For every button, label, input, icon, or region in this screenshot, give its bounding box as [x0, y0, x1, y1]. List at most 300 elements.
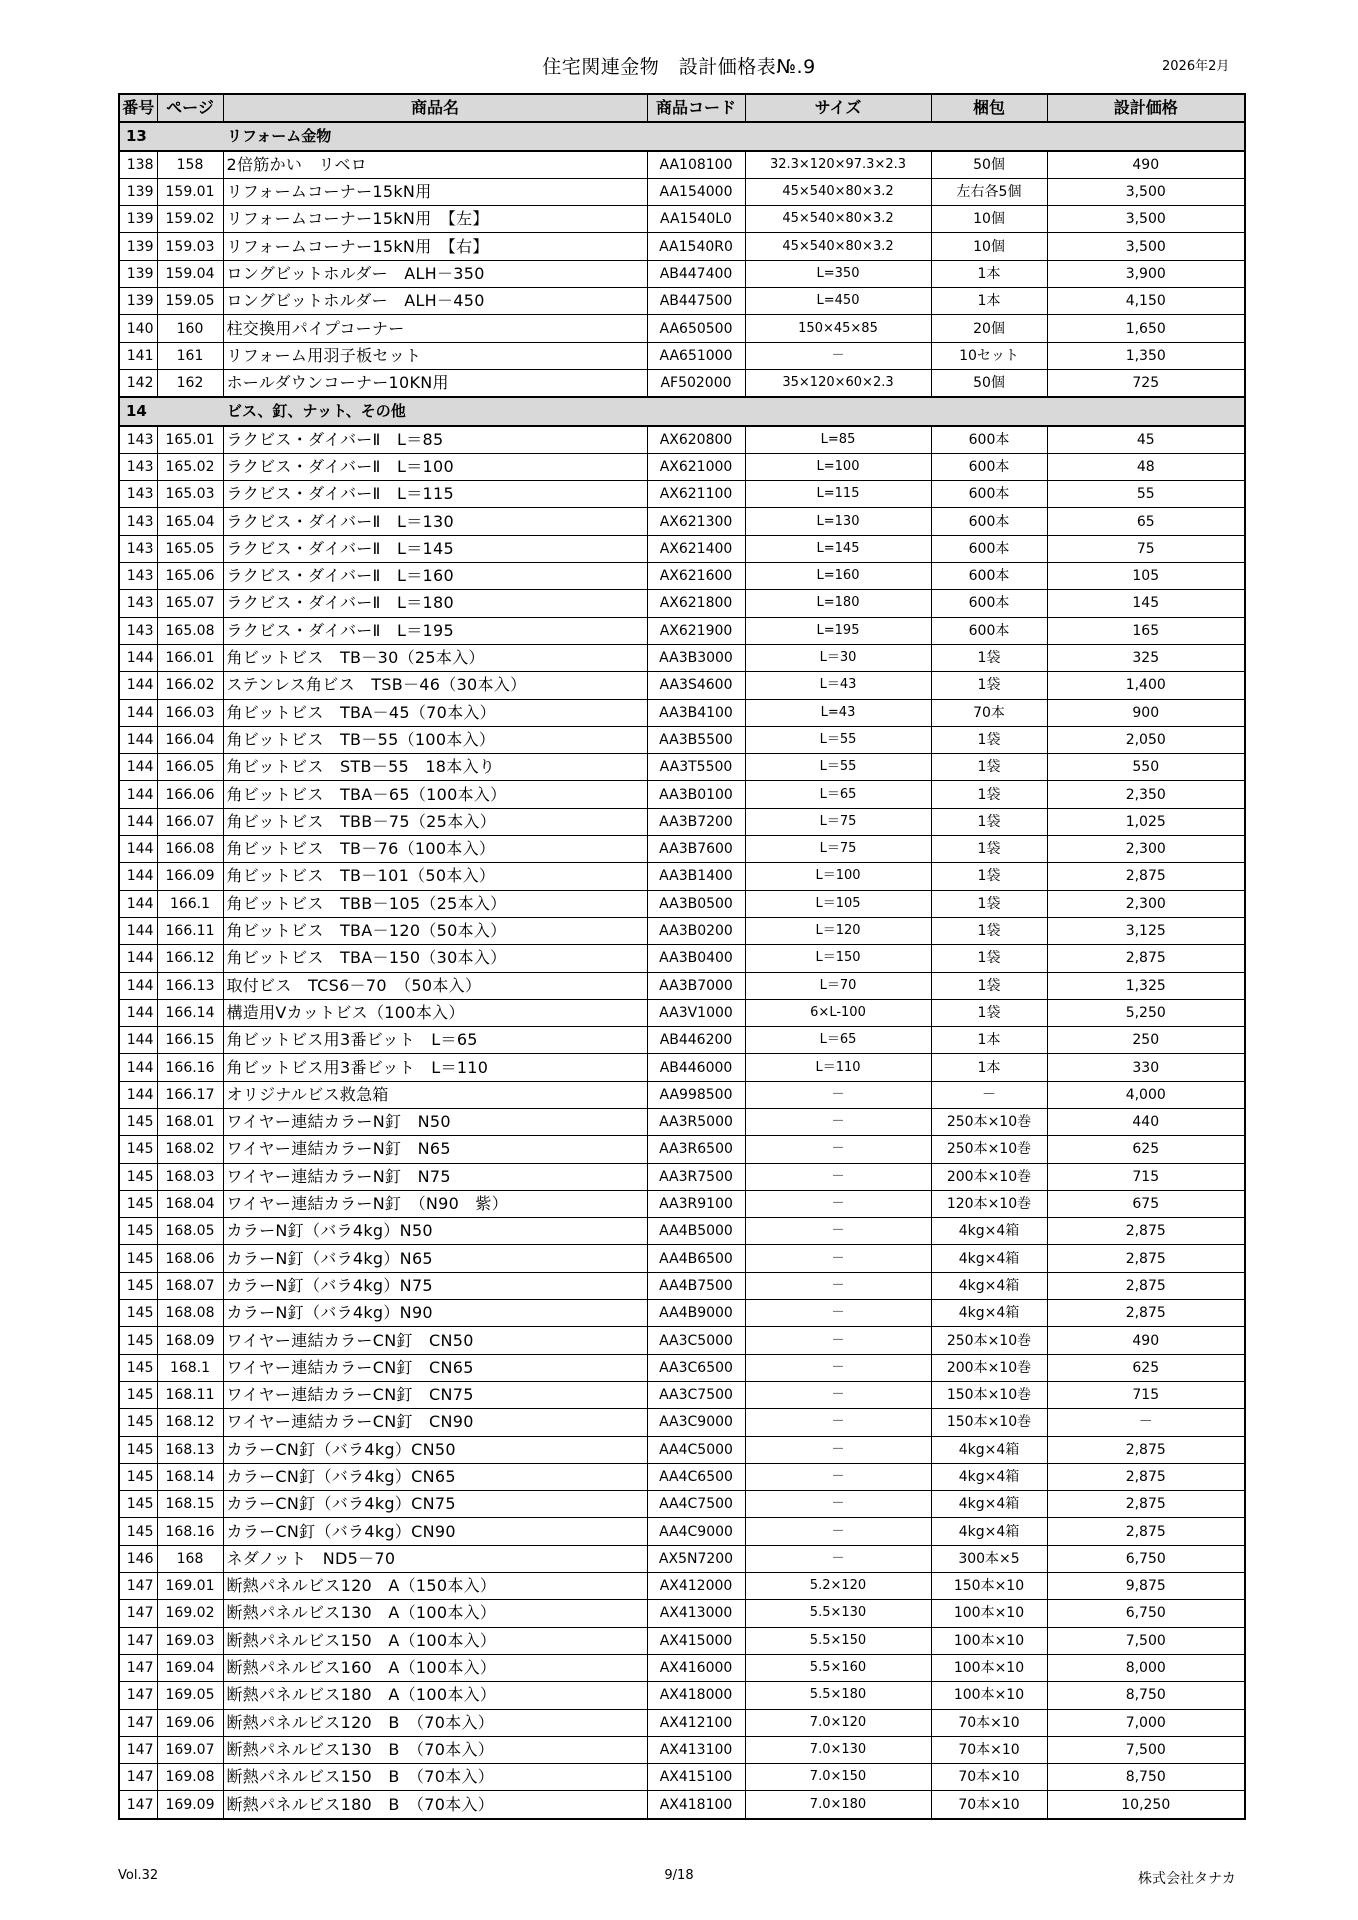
- row-packing: 100本×10: [931, 1654, 1047, 1681]
- row-price: 10,250: [1047, 1791, 1245, 1819]
- table-row: [119, 917, 1245, 944]
- row-product-name: ワイヤー連結カラーCN釘 CN90: [223, 1409, 647, 1436]
- row-product-name: 断熱パネルビス180 B （70本入）: [223, 1791, 647, 1819]
- row-price: 55: [1047, 481, 1245, 508]
- row-product-code: AX412000: [647, 1573, 745, 1600]
- table-row: [119, 1463, 1245, 1490]
- row-product-name: カラーCN釘（バラ4kg）CN50: [223, 1436, 647, 1463]
- row-price: 1,325: [1047, 972, 1245, 999]
- row-size: －: [745, 1491, 931, 1518]
- row-packing: 1袋: [931, 890, 1047, 917]
- row-number: 145: [119, 1491, 157, 1518]
- row-product-code: AA4C5000: [647, 1436, 745, 1463]
- row-page: 168.04: [157, 1190, 223, 1217]
- table-row: [119, 369, 1245, 397]
- row-number: 145: [119, 1190, 157, 1217]
- row-size: 7.0×180: [745, 1791, 931, 1819]
- header-size: サイズ: [745, 94, 931, 122]
- row-size: 5.5×180: [745, 1682, 931, 1709]
- row-product-name: 角ビットビス用3番ビット L＝65: [223, 1027, 647, 1054]
- row-packing: 600本: [931, 508, 1047, 535]
- row-product-name: ステンレス角ビス TSB－46（30本入）: [223, 672, 647, 699]
- row-price: 8,750: [1047, 1764, 1245, 1791]
- table-row: [119, 1573, 1245, 1600]
- row-packing: 1袋: [931, 972, 1047, 999]
- row-number: 144: [119, 754, 157, 781]
- table-row: [119, 426, 1245, 454]
- row-size: L＝150: [745, 945, 931, 972]
- row-packing: 4kg×4箱: [931, 1218, 1047, 1245]
- row-product-code: AX413000: [647, 1600, 745, 1627]
- row-price: 490: [1047, 1327, 1245, 1354]
- footer-page-number: 9/18: [664, 1868, 694, 1883]
- row-number: 147: [119, 1682, 157, 1709]
- row-product-name: リフォームコーナー15kN用 【右】: [223, 233, 647, 260]
- row-product-name: 断熱パネルビス120 A（150本入）: [223, 1573, 647, 1600]
- row-size: －: [745, 1245, 931, 1272]
- row-number: 145: [119, 1463, 157, 1490]
- row-product-code: AA650500: [647, 315, 745, 342]
- row-price: 625: [1047, 1136, 1245, 1163]
- row-size: L=160: [745, 563, 931, 590]
- row-size: L=100: [745, 453, 931, 480]
- table-row: [119, 1436, 1245, 1463]
- table-row: [119, 1545, 1245, 1572]
- row-size: 45×540×80×3.2: [745, 206, 931, 233]
- row-size: L=350: [745, 260, 931, 287]
- row-product-name: 角ビットビス TBA－150（30本入）: [223, 945, 647, 972]
- table-row: [119, 315, 1245, 342]
- row-size: L=195: [745, 617, 931, 644]
- row-product-code: AB447400: [647, 260, 745, 287]
- row-size: L＝30: [745, 644, 931, 671]
- table-row: [119, 233, 1245, 260]
- row-page: 168.08: [157, 1300, 223, 1327]
- row-number: 143: [119, 426, 157, 454]
- row-number: 145: [119, 1518, 157, 1545]
- row-product-code: AX415100: [647, 1764, 745, 1791]
- row-product-code: AX418000: [647, 1682, 745, 1709]
- row-number: 144: [119, 1081, 157, 1108]
- row-page: 168: [157, 1545, 223, 1572]
- row-page: 166.09: [157, 863, 223, 890]
- row-packing: 150本×10巻: [931, 1409, 1047, 1436]
- row-price: 2,875: [1047, 945, 1245, 972]
- row-packing: 100本×10: [931, 1682, 1047, 1709]
- row-price: 7,000: [1047, 1709, 1245, 1736]
- row-number: 147: [119, 1627, 157, 1654]
- row-product-code: AX5N7200: [647, 1545, 745, 1572]
- row-number: 143: [119, 508, 157, 535]
- row-product-code: AA3B7000: [647, 972, 745, 999]
- row-number: 144: [119, 972, 157, 999]
- section-header-row: [119, 122, 1245, 150]
- row-page: 169.03: [157, 1627, 223, 1654]
- row-product-code: AA4B9000: [647, 1300, 745, 1327]
- row-price: 2,875: [1047, 1272, 1245, 1299]
- row-size: 7.0×150: [745, 1764, 931, 1791]
- row-size: L＝105: [745, 890, 931, 917]
- table-row: [119, 699, 1245, 726]
- row-product-name: 角ビットビス TB－55（100本入）: [223, 726, 647, 753]
- row-price: 2,875: [1047, 1463, 1245, 1490]
- row-size: 5.5×160: [745, 1654, 931, 1681]
- row-size: L＝55: [745, 726, 931, 753]
- row-product-name: 角ビットビス TBA－45（70本入）: [223, 699, 647, 726]
- table-row: [119, 288, 1245, 315]
- row-page: 159.05: [157, 288, 223, 315]
- row-number: 144: [119, 726, 157, 753]
- row-size: L＝65: [745, 1027, 931, 1054]
- row-price: 1,025: [1047, 808, 1245, 835]
- row-page: 168.14: [157, 1463, 223, 1490]
- row-price: 6,750: [1047, 1545, 1245, 1572]
- footer-volume: Vol.32: [118, 1868, 159, 1883]
- row-packing: 4kg×4箱: [931, 1463, 1047, 1490]
- table-row: [119, 260, 1245, 287]
- row-price: 725: [1047, 369, 1245, 397]
- row-product-name: 断熱パネルビス160 A（100本入）: [223, 1654, 647, 1681]
- row-page: 166.15: [157, 1027, 223, 1054]
- row-page: 166.02: [157, 672, 223, 699]
- table-row: [119, 890, 1245, 917]
- table-row: [119, 535, 1245, 562]
- row-product-name: ロングビットホルダー ALH－450: [223, 288, 647, 315]
- row-product-name: ワイヤー連結カラーCN釘 CN50: [223, 1327, 647, 1354]
- row-page: 159.02: [157, 206, 223, 233]
- row-price: 250: [1047, 1027, 1245, 1054]
- table-row: [119, 1627, 1245, 1654]
- row-product-code: AX416000: [647, 1654, 745, 1681]
- row-number: 147: [119, 1764, 157, 1791]
- table-row: [119, 178, 1245, 205]
- row-price: 3,500: [1047, 178, 1245, 205]
- table-row: [119, 1709, 1245, 1736]
- row-product-name: ラクビス・ダイバーⅡ L＝180: [223, 590, 647, 617]
- row-packing: 1袋: [931, 945, 1047, 972]
- row-price: 1,350: [1047, 342, 1245, 369]
- row-size: －: [745, 1108, 931, 1135]
- price-table: [118, 93, 1246, 1820]
- row-product-code: AX621300: [647, 508, 745, 535]
- row-price: 105: [1047, 563, 1245, 590]
- row-number: 147: [119, 1791, 157, 1819]
- row-price: 48: [1047, 453, 1245, 480]
- row-page: 165.06: [157, 563, 223, 590]
- row-product-code: AX621100: [647, 481, 745, 508]
- table-row: [119, 1190, 1245, 1217]
- row-product-name: 角ビットビス TBB－75（25本入）: [223, 808, 647, 835]
- row-product-name: 角ビットビス用3番ビット L＝110: [223, 1054, 647, 1081]
- row-product-code: AA3C7500: [647, 1381, 745, 1408]
- row-packing: 70本×10: [931, 1791, 1047, 1819]
- table-row: [119, 1081, 1245, 1108]
- row-price: 75: [1047, 535, 1245, 562]
- row-price: －: [1047, 1409, 1245, 1436]
- row-product-name: ラクビス・ダイバーⅡ L＝145: [223, 535, 647, 562]
- row-size: L＝75: [745, 808, 931, 835]
- table-row: [119, 151, 1245, 179]
- table-row: [119, 590, 1245, 617]
- row-number: 145: [119, 1381, 157, 1408]
- row-product-name: 構造用Vカットビス（100本入）: [223, 999, 647, 1026]
- table-row: [119, 999, 1245, 1026]
- header-page: ページ: [157, 94, 223, 122]
- row-product-name: 柱交換用パイプコーナー: [223, 315, 647, 342]
- row-size: L＝55: [745, 754, 931, 781]
- row-packing: 150本×10巻: [931, 1381, 1047, 1408]
- row-product-name: オリジナルビス救急箱: [223, 1081, 647, 1108]
- row-number: 144: [119, 917, 157, 944]
- header-packing: 梱包: [931, 94, 1047, 122]
- row-number: 141: [119, 342, 157, 369]
- row-page: 169.09: [157, 1791, 223, 1819]
- document-title: 住宅関連金物 設計価格表№.9: [542, 56, 816, 78]
- row-number: 144: [119, 863, 157, 890]
- row-product-code: AB447500: [647, 288, 745, 315]
- row-price: 625: [1047, 1354, 1245, 1381]
- row-packing: 200本×10巻: [931, 1354, 1047, 1381]
- row-size: L=43: [745, 699, 931, 726]
- row-product-code: AA3R7500: [647, 1163, 745, 1190]
- row-page: 165.03: [157, 481, 223, 508]
- table-row: [119, 863, 1245, 890]
- row-product-name: カラーCN釘（バラ4kg）CN65: [223, 1463, 647, 1490]
- row-packing: 120本×10巻: [931, 1190, 1047, 1217]
- row-size: 5.2×120: [745, 1573, 931, 1600]
- table-row: [119, 1736, 1245, 1763]
- row-price: 165: [1047, 617, 1245, 644]
- row-product-code: AA4B5000: [647, 1218, 745, 1245]
- row-product-name: ネダノット ND5－70: [223, 1545, 647, 1572]
- row-price: 325: [1047, 644, 1245, 671]
- row-product-code: AA3R6500: [647, 1136, 745, 1163]
- row-page: 166.12: [157, 945, 223, 972]
- row-size: L=85: [745, 426, 931, 454]
- row-page: 166.11: [157, 917, 223, 944]
- row-number: 144: [119, 644, 157, 671]
- row-product-code: AA3B7600: [647, 836, 745, 863]
- row-size: L＝120: [745, 917, 931, 944]
- row-product-name: カラーN釘（バラ4kg）N75: [223, 1272, 647, 1299]
- row-page: 165.01: [157, 426, 223, 454]
- row-product-code: AA4B7500: [647, 1272, 745, 1299]
- row-page: 166.04: [157, 726, 223, 753]
- row-page: 166.13: [157, 972, 223, 999]
- row-price: 1,400: [1047, 672, 1245, 699]
- row-packing: 10個: [931, 206, 1047, 233]
- row-page: 166.14: [157, 999, 223, 1026]
- row-size: 150×45×85: [745, 315, 931, 342]
- row-price: 675: [1047, 1190, 1245, 1217]
- row-packing: 70本×10: [931, 1709, 1047, 1736]
- row-number: 138: [119, 151, 157, 179]
- row-price: 1,650: [1047, 315, 1245, 342]
- row-page: 166.05: [157, 754, 223, 781]
- row-packing: 1袋: [931, 672, 1047, 699]
- row-price: 2,350: [1047, 781, 1245, 808]
- row-size: 45×540×80×3.2: [745, 233, 931, 260]
- row-product-name: リフォーム用羽子板セット: [223, 342, 647, 369]
- row-product-name: ワイヤー連結カラーCN釘 CN75: [223, 1381, 647, 1408]
- row-product-code: AX620800: [647, 426, 745, 454]
- row-page: 169.02: [157, 1600, 223, 1627]
- table-row: [119, 1518, 1245, 1545]
- row-page: 166.17: [157, 1081, 223, 1108]
- row-product-name: 角ビットビス TB－30（25本入）: [223, 644, 647, 671]
- row-price: 3,125: [1047, 917, 1245, 944]
- row-product-code: AX418100: [647, 1791, 745, 1819]
- row-product-name: 取付ビス TCS6－70 （50本入）: [223, 972, 647, 999]
- table-row: [119, 945, 1245, 972]
- row-product-name: 角ビットビス TB－101（50本入）: [223, 863, 647, 890]
- row-page: 166.08: [157, 836, 223, 863]
- row-product-name: ワイヤー連結カラーN釘 （N90 紫）: [223, 1190, 647, 1217]
- row-product-code: AX413100: [647, 1736, 745, 1763]
- row-product-code: AA3B3000: [647, 644, 745, 671]
- row-number: 145: [119, 1108, 157, 1135]
- row-price: 4,150: [1047, 288, 1245, 315]
- row-packing: 50個: [931, 151, 1047, 179]
- header-product-name: 商品名: [223, 94, 647, 122]
- row-packing: 1袋: [931, 917, 1047, 944]
- row-packing: 1袋: [931, 644, 1047, 671]
- row-product-code: AA3B4100: [647, 699, 745, 726]
- row-number: 145: [119, 1354, 157, 1381]
- table-row: [119, 1108, 1245, 1135]
- table-row: [119, 1354, 1245, 1381]
- table-row: [119, 754, 1245, 781]
- table-row: [119, 1300, 1245, 1327]
- row-number: 143: [119, 617, 157, 644]
- row-packing: 600本: [931, 481, 1047, 508]
- table-row: [119, 672, 1245, 699]
- row-product-name: 角ビットビス STB－55 18本入り: [223, 754, 647, 781]
- table-row: [119, 1054, 1245, 1081]
- row-product-code: AA3C5000: [647, 1327, 745, 1354]
- row-packing: 1袋: [931, 754, 1047, 781]
- row-page: 166.06: [157, 781, 223, 808]
- row-number: 142: [119, 369, 157, 397]
- row-page: 165.02: [157, 453, 223, 480]
- row-packing: 300本×5: [931, 1545, 1047, 1572]
- row-product-name: ロングビットホルダー ALH－350: [223, 260, 647, 287]
- row-price: 715: [1047, 1381, 1245, 1408]
- row-number: 145: [119, 1327, 157, 1354]
- row-number: 144: [119, 945, 157, 972]
- row-page: 169.04: [157, 1654, 223, 1681]
- row-number: 143: [119, 481, 157, 508]
- row-page: 168.05: [157, 1218, 223, 1245]
- row-packing: 600本: [931, 563, 1047, 590]
- row-page: 168.11: [157, 1381, 223, 1408]
- row-number: 147: [119, 1654, 157, 1681]
- row-price: 440: [1047, 1108, 1245, 1135]
- table-row: [119, 1027, 1245, 1054]
- row-number: 143: [119, 535, 157, 562]
- row-price: 3,500: [1047, 233, 1245, 260]
- row-number: 144: [119, 999, 157, 1026]
- row-price: 65: [1047, 508, 1245, 535]
- row-number: 144: [119, 699, 157, 726]
- row-page: 168.01: [157, 1108, 223, 1135]
- row-number: 144: [119, 781, 157, 808]
- row-price: 8,000: [1047, 1654, 1245, 1681]
- row-packing: 1袋: [931, 999, 1047, 1026]
- row-page: 168.16: [157, 1518, 223, 1545]
- table-row: [119, 1245, 1245, 1272]
- row-packing: 50個: [931, 369, 1047, 397]
- row-page: 168.09: [157, 1327, 223, 1354]
- row-number: 145: [119, 1300, 157, 1327]
- row-size: －: [745, 342, 931, 369]
- row-product-name: ワイヤー連結カラーN釘 N75: [223, 1163, 647, 1190]
- row-packing: 4kg×4箱: [931, 1518, 1047, 1545]
- row-packing: 70本×10: [931, 1764, 1047, 1791]
- table-row: [119, 1409, 1245, 1436]
- row-price: 45: [1047, 426, 1245, 454]
- row-product-code: AA4C9000: [647, 1518, 745, 1545]
- row-page: 166.03: [157, 699, 223, 726]
- row-size: －: [745, 1218, 931, 1245]
- row-product-code: AX621900: [647, 617, 745, 644]
- row-number: 145: [119, 1436, 157, 1463]
- row-number: 144: [119, 836, 157, 863]
- row-product-name: 角ビットビス TBB－105（25本入）: [223, 890, 647, 917]
- row-size: －: [745, 1545, 931, 1572]
- row-price: 330: [1047, 1054, 1245, 1081]
- row-price: 2,875: [1047, 1436, 1245, 1463]
- row-size: L=450: [745, 288, 931, 315]
- row-page: 168.02: [157, 1136, 223, 1163]
- row-product-code: AX621400: [647, 535, 745, 562]
- table-row: [119, 1218, 1245, 1245]
- table-row: [119, 1163, 1245, 1190]
- row-size: 32.3×120×97.3×2.3: [745, 151, 931, 179]
- row-size: 6×L-100: [745, 999, 931, 1026]
- row-product-name: ラクビス・ダイバーⅡ L＝85: [223, 426, 647, 454]
- row-size: －: [745, 1272, 931, 1299]
- table-row: [119, 972, 1245, 999]
- table-header-row: [119, 94, 1245, 122]
- row-price: 2,300: [1047, 836, 1245, 863]
- row-product-code: AA998500: [647, 1081, 745, 1108]
- row-size: L＝65: [745, 781, 931, 808]
- row-price: 9,875: [1047, 1573, 1245, 1600]
- row-number: 144: [119, 890, 157, 917]
- row-price: 2,875: [1047, 1300, 1245, 1327]
- row-product-code: AA3C9000: [647, 1409, 745, 1436]
- table-row: [119, 836, 1245, 863]
- row-size: 5.5×130: [745, 1600, 931, 1627]
- row-packing: 600本: [931, 535, 1047, 562]
- row-packing: 70本: [931, 699, 1047, 726]
- table-row: [119, 1491, 1245, 1518]
- row-number: 144: [119, 1027, 157, 1054]
- table-row: [119, 342, 1245, 369]
- row-number: 146: [119, 1545, 157, 1572]
- row-page: 166.07: [157, 808, 223, 835]
- row-packing: 150本×10: [931, 1573, 1047, 1600]
- row-product-name: 角ビットビス TBA－65（100本入）: [223, 781, 647, 808]
- row-number: 147: [119, 1736, 157, 1763]
- row-price: 2,875: [1047, 1491, 1245, 1518]
- row-product-code: AA1540L0: [647, 206, 745, 233]
- table-row: [119, 781, 1245, 808]
- table-body: [119, 122, 1245, 1818]
- row-packing: 250本×10巻: [931, 1136, 1047, 1163]
- row-size: 35×120×60×2.3: [745, 369, 931, 397]
